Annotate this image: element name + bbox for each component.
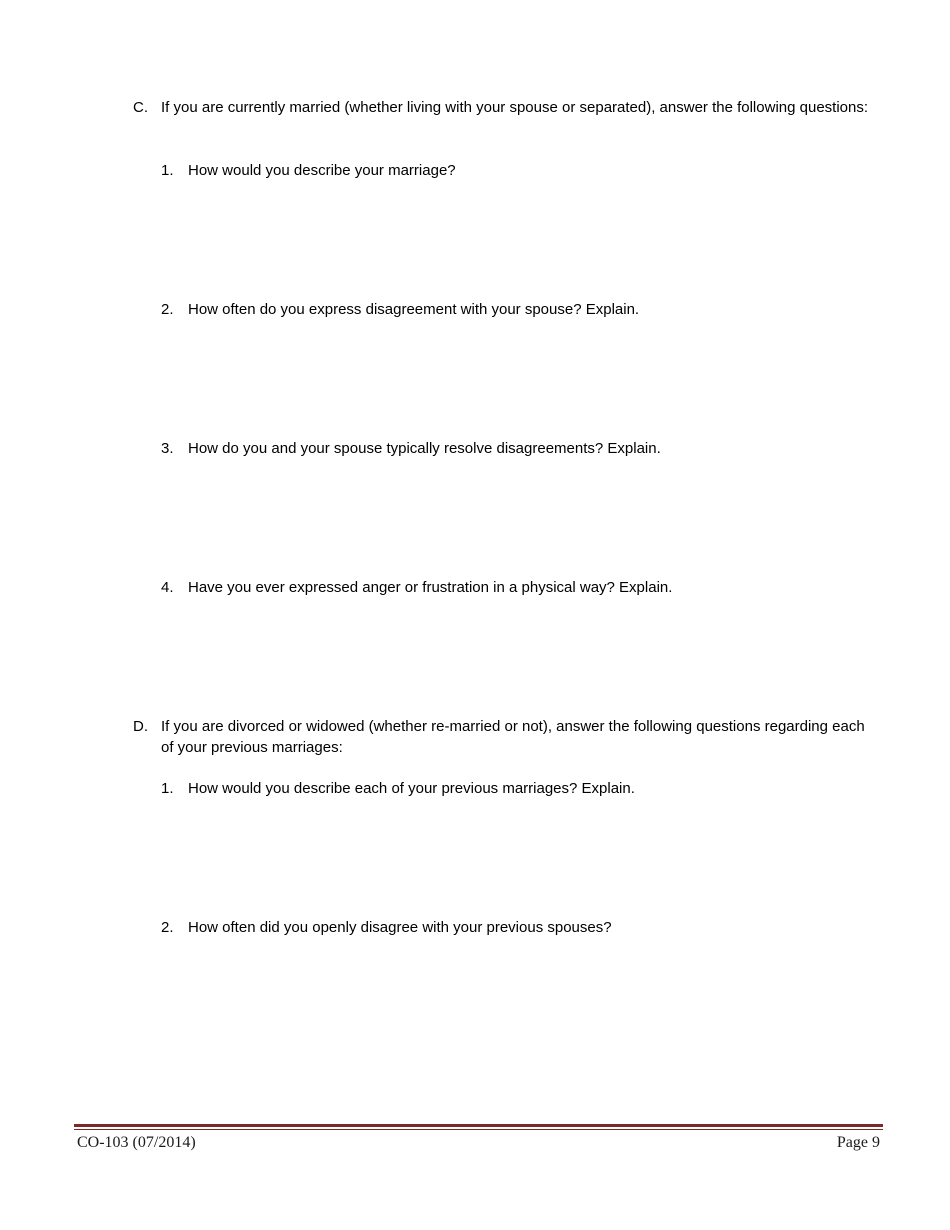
question-number: 3. [161,440,174,457]
footer-rule-thin [74,1129,883,1130]
question-text: How do you and your spouse typically resolve disagreements? Explain. [188,440,661,457]
question-text: How often did you openly disagree with your previous spouses? [188,919,612,936]
question-number: 1. [161,780,174,797]
form-id: CO-103 (07/2014) [77,1134,196,1151]
footer-rule-thick [74,1124,883,1127]
question-number: 2. [161,919,174,936]
section-instruction: If you are currently married (whether living with your spouse or separated), answer the following questions: [161,99,869,116]
section-letter: D. [133,718,148,735]
page-number: Page 9 [836,1134,880,1151]
footer-divider [74,1124,883,1130]
question-number: 4. [161,579,174,596]
question-text: Have you ever expressed anger or frustration in a physical way? Explain. [188,579,673,596]
question-text: How would you describe your marriage? [188,162,456,179]
section-letter: C. [133,99,148,116]
question-number: 2. [161,301,174,318]
section-instruction: If you are divorced or widowed (whether re-married or not), answer the following questions regarding each of your previous marriages: [161,718,865,756]
question-number: 1. [161,162,174,179]
question-text: How would you describe each of your previous marriages? Explain. [188,780,635,797]
question-text: How often do you express disagreement with your spouse? Explain. [188,301,640,318]
